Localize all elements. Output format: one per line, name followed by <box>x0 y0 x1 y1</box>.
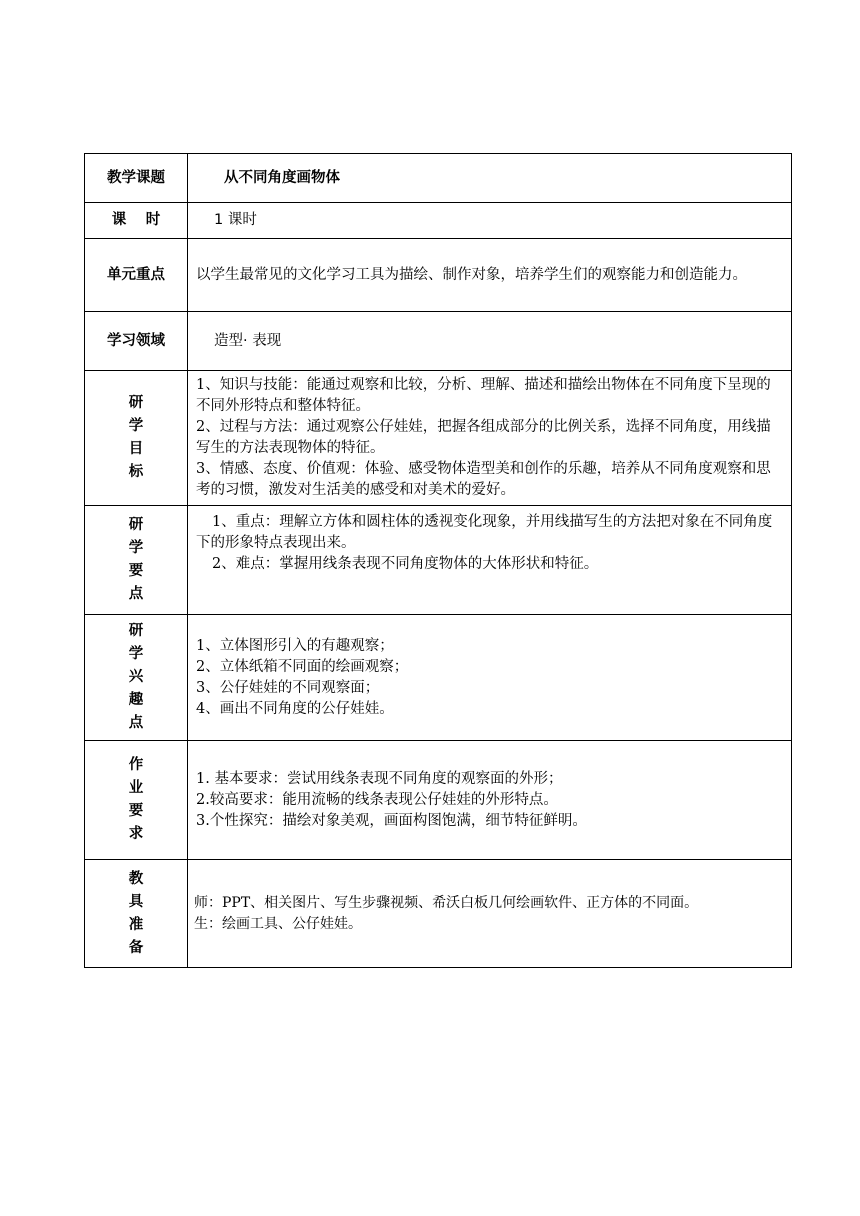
row-key-points <box>85 506 792 615</box>
hours-value: 1 课时 <box>188 203 792 239</box>
homework-label-char: 作 <box>128 757 144 773</box>
interest-item: 2、立体纸箱不同面的绘画观察； <box>196 658 409 675</box>
row-hours <box>85 203 792 239</box>
objectives-label-char: 标 <box>128 464 144 480</box>
homework-label-char: 求 <box>128 826 144 842</box>
key-points-list <box>188 506 792 615</box>
row-unit-focus <box>85 239 792 312</box>
materials-label-char: 备 <box>128 939 144 956</box>
hours-label: 课 时 <box>85 203 188 239</box>
row-materials <box>85 860 792 968</box>
row-topic <box>85 154 792 203</box>
homework-list <box>188 741 792 860</box>
homework-label-char: 业 <box>128 780 144 796</box>
materials-label-char: 准 <box>128 916 144 933</box>
interest-item: 4、画出不同角度的公仔娃娃。 <box>196 700 394 717</box>
interests-label <box>85 615 188 741</box>
objectives-list <box>188 371 792 506</box>
objective-item: 1、知识与技能：能通过观察和比较，分析、理解、描述和描绘出物体在不同角度下呈现的不同外形特点和整体特征。 <box>196 377 771 414</box>
objective-item: 2、过程与方法：通过观察公仔娃娃，把握各组成部分的比例关系，选择不同角度，用线描写生的方法表现物体的特征。 <box>196 419 771 456</box>
homework-label <box>85 741 188 860</box>
interest-item: 1、立体图形引入的有趣观察； <box>196 637 394 654</box>
homework-label-char: 要 <box>128 803 144 819</box>
objective-item: 3、情感、态度、价值观：体验、感受物体造型美和创作的乐趣，培养从不同角度观察和思考的习惯，激发对生活美的感受和对美术的爱好。 <box>196 461 771 498</box>
interests-label-char: 趣 <box>128 692 144 708</box>
materials-item: 生：绘画工具、公仔娃娃。 <box>194 915 362 932</box>
topic-label: 教学课题 <box>85 154 188 203</box>
interest-item: 3、公仔娃娃的不同观察面； <box>196 679 380 696</box>
row-homework <box>85 741 792 860</box>
materials-list <box>188 860 792 968</box>
homework-item: 2.较高要求：能用流畅的线条表现公仔娃娃的外形特点。 <box>196 791 558 808</box>
materials-item: 师：PPT、相关图片、写生步骤视频、希沃白板几何绘画软件、正方体的不同面。 <box>194 894 699 911</box>
row-objectives <box>85 371 792 506</box>
key-point-item: 1、重点：理解立方体和圆柱体的透视变化现象，并用线描写生的方法把对象在不同角度下的形象特点表现出来。 <box>196 514 773 551</box>
materials-label-char: 具 <box>128 893 144 910</box>
interests-label-char: 点 <box>128 715 144 731</box>
homework-item: 3.个性探究：描绘对象美观，画面构图饱满，细节特征鲜明。 <box>196 812 587 829</box>
key-points-label-char: 研 <box>128 517 144 533</box>
key-point-item: 2、难点：掌握用线条表现不同角度物体的大体形状和特征。 <box>212 556 599 572</box>
homework-item: 1. 基本要求：尝试用线条表现不同角度的观察面的外形； <box>196 770 563 787</box>
materials-label <box>85 860 188 968</box>
interests-label-char: 研 <box>128 623 144 639</box>
field-value: 造型· 表现 <box>188 312 792 371</box>
objectives-label <box>85 371 188 506</box>
unit-focus-label: 单元重点 <box>85 239 188 312</box>
objectives-label-char: 目 <box>128 441 144 457</box>
unit-focus-value: 以学生最常见的文化学习工具为描绘、制作对象，培养学生们的观察能力和创造能力。 <box>188 239 792 312</box>
objectives-label-char: 研 <box>128 395 144 411</box>
objectives-label-char: 学 <box>128 418 144 434</box>
materials-label-char: 教 <box>128 870 144 887</box>
topic-value: 从不同角度画物体 <box>188 154 792 203</box>
row-field <box>85 312 792 371</box>
interests-list <box>188 615 792 741</box>
interests-label-char: 兴 <box>128 669 144 685</box>
key-points-label-char: 点 <box>128 586 144 602</box>
key-points-label <box>85 506 188 615</box>
key-points-label-char: 学 <box>128 540 144 556</box>
key-points-label-char: 要 <box>128 563 144 579</box>
interests-label-char: 学 <box>128 646 144 662</box>
lesson-plan-table <box>84 153 792 968</box>
row-interests <box>85 615 792 741</box>
field-label: 学习领域 <box>85 312 188 371</box>
